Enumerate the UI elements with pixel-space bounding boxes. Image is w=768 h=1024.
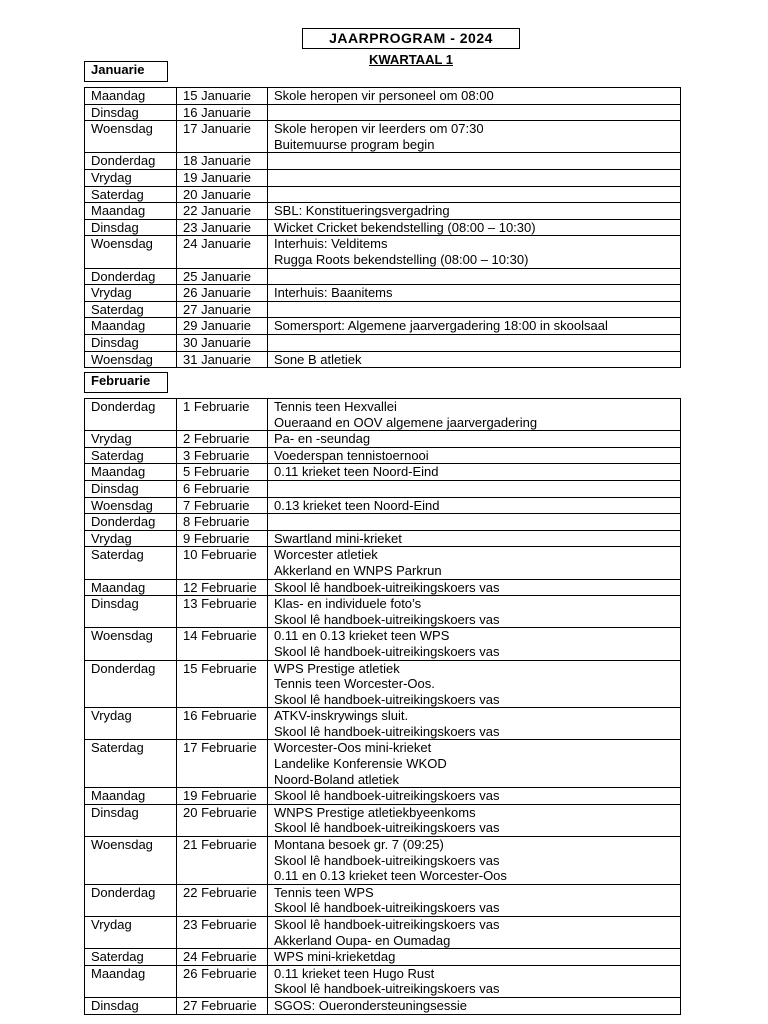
day-cell: Saterdag [85, 186, 177, 203]
date-cell: 3 Februarie [177, 447, 268, 464]
day-cell: Woensdag [85, 837, 177, 885]
table-row [85, 431, 681, 448]
event-text: WNPS Prestige atletiekbyeenkoms [274, 804, 476, 820]
calendar-table-januarie [84, 87, 681, 368]
events-cell [268, 547, 681, 579]
calendar-table-februarie [84, 398, 681, 1015]
event-text: SBL: Konstitueringsvergadring [274, 203, 450, 219]
events-cell [268, 153, 681, 170]
day-cell: Vrydag [85, 708, 177, 740]
day-cell: Donderdag [85, 153, 177, 170]
table-row [85, 186, 681, 203]
day-cell: Maandag [85, 203, 177, 220]
table-row [85, 169, 681, 186]
table-row [85, 837, 681, 885]
event-text: Sone B atletiek [274, 351, 362, 367]
day-cell: Maandag [85, 965, 177, 997]
day-cell: Vrydag [85, 530, 177, 547]
day-cell: Maandag [85, 788, 177, 805]
date-cell: 10 Februarie [177, 547, 268, 579]
events-cell [268, 203, 681, 220]
event-text: Pa- en -seundag [274, 431, 371, 447]
event-text: Skool lê handboek-uitreikingskoers vas [274, 917, 500, 932]
events-cell [268, 318, 681, 335]
date-cell: 27 Januarie [177, 301, 268, 318]
event-text: Skool lê handboek-uitreikingskoers vas [274, 852, 500, 868]
table-row [85, 804, 681, 836]
date-cell: 18 Januarie [177, 153, 268, 170]
events-cell [268, 804, 681, 836]
table-row [85, 596, 681, 628]
table-row [85, 399, 681, 431]
day-cell: Dinsdag [85, 480, 177, 497]
events-cell [268, 949, 681, 966]
date-cell: 2 Februarie [177, 431, 268, 448]
day-cell: Saterdag [85, 301, 177, 318]
event-text: Skole heropen vir leerders om 07:30 [274, 121, 484, 137]
events-cell [268, 514, 681, 531]
events-cell [268, 740, 681, 788]
table-row [85, 497, 681, 514]
day-cell: Woensdag [85, 351, 177, 368]
events-cell [268, 480, 681, 497]
date-cell: 24 Februarie [177, 949, 268, 966]
table-row [85, 268, 681, 285]
events-cell [268, 965, 681, 997]
event-text: Skool lê handboek-uitreikingskoers vas [274, 723, 500, 739]
date-cell: 12 Februarie [177, 579, 268, 596]
day-cell: Dinsdag [85, 596, 177, 628]
table-row [85, 104, 681, 121]
date-cell: 27 Februarie [177, 997, 268, 1014]
event-text: WPS mini-krieketdag [274, 949, 396, 965]
day-cell: Saterdag [85, 740, 177, 788]
day-cell: Maandag [85, 318, 177, 335]
day-cell: Woensdag [85, 628, 177, 660]
event-text: Buitemuurse program begin [274, 136, 435, 152]
date-cell: 24 Januarie [177, 236, 268, 268]
event-text: Montana besoek gr. 7 (09:25) [274, 837, 444, 853]
table-row [85, 88, 681, 105]
table-row [85, 153, 681, 170]
day-cell: Vrydag [85, 917, 177, 949]
table-row [85, 351, 681, 368]
table-row [85, 628, 681, 660]
table-row [85, 285, 681, 302]
table-row [85, 547, 681, 579]
events-cell [268, 628, 681, 660]
event-text: Noord-Boland atletiek [274, 771, 400, 787]
date-cell: 6 Februarie [177, 480, 268, 497]
event-text: SGOS: Ouerondersteuningsessie [274, 997, 467, 1013]
event-text: Tennis teen Worcester-Oos. [274, 676, 435, 692]
date-cell: 15 Februarie [177, 660, 268, 708]
event-text: Skool lê handboek-uitreikingskoers vas [274, 579, 500, 595]
date-cell: 19 Februarie [177, 788, 268, 805]
event-text: 0.11 krieket teen Hugo Rust [274, 965, 435, 981]
events-cell [268, 236, 681, 268]
event-text: 0.11 en 0.13 krieket teen Worcester-Oos [274, 868, 507, 884]
events-cell [268, 997, 681, 1014]
event-text: 0.11 en 0.13 krieket teen WPS [274, 628, 450, 644]
date-cell: 9 Februarie [177, 530, 268, 547]
table-row [85, 514, 681, 531]
day-cell: Donderdag [85, 884, 177, 916]
table-row [85, 480, 681, 497]
event-text: Rugga Roots bekendstelling (08:00 – 10:30) [274, 251, 529, 267]
date-cell: 1 Februarie [177, 399, 268, 431]
events-cell [268, 596, 681, 628]
day-cell: Woensdag [85, 497, 177, 514]
table-row [85, 301, 681, 318]
date-cell: 31 Januarie [177, 351, 268, 368]
document-title: JAARPROGRAM - 2024 [302, 28, 520, 49]
event-text: 0.11 krieket teen Noord-Eind [274, 464, 439, 480]
document-subtitle: KWARTAAL 1 [368, 52, 454, 67]
events-cell [268, 351, 681, 368]
events-cell [268, 169, 681, 186]
day-cell: Donderdag [85, 268, 177, 285]
table-row [85, 708, 681, 740]
events-cell [268, 579, 681, 596]
table-row [85, 447, 681, 464]
date-cell: 26 Februarie [177, 965, 268, 997]
event-text: Voederspan tennistoernooi [274, 447, 429, 463]
date-cell: 23 Februarie [177, 917, 268, 949]
table-row [85, 318, 681, 335]
events-cell [268, 497, 681, 514]
date-cell: 19 Januarie [177, 169, 268, 186]
date-cell: 25 Januarie [177, 268, 268, 285]
events-cell [268, 464, 681, 481]
events-cell [268, 121, 681, 153]
month-heading-februarie: Februarie [84, 372, 168, 393]
events-cell [268, 431, 681, 448]
day-cell: Saterdag [85, 447, 177, 464]
day-cell: Dinsdag [85, 104, 177, 121]
events-cell [268, 334, 681, 351]
table-row [85, 965, 681, 997]
events-cell [268, 268, 681, 285]
day-cell: Donderdag [85, 660, 177, 708]
event-text: Skool lê handboek-uitreikingskoers vas [274, 643, 500, 659]
events-cell [268, 219, 681, 236]
event-text: Akkerland en WNPS Parkrun [274, 562, 442, 578]
date-cell: 13 Februarie [177, 596, 268, 628]
day-cell: Dinsdag [85, 334, 177, 351]
event-text: Skool lê handboek-uitreikingskoers vas [274, 820, 500, 836]
events-cell [268, 88, 681, 105]
events-cell [268, 660, 681, 708]
event-text: Landelike Konferensie WKOD [274, 756, 447, 772]
events-cell [268, 884, 681, 916]
events-cell [268, 447, 681, 464]
date-cell: 17 Februarie [177, 740, 268, 788]
date-cell: 8 Februarie [177, 514, 268, 531]
day-cell: Saterdag [85, 547, 177, 579]
date-cell: 21 Februarie [177, 837, 268, 885]
date-cell: 22 Januarie [177, 203, 268, 220]
event-text: Akkerland Oupa- en Oumadag [274, 932, 451, 948]
event-text: WPS Prestige atletiek [274, 660, 400, 676]
table-row [85, 740, 681, 788]
event-text: Klas- en individuele foto’s [274, 596, 422, 612]
day-cell: Dinsdag [85, 804, 177, 836]
events-cell [268, 708, 681, 740]
table-row [85, 203, 681, 220]
day-cell: Dinsdag [85, 997, 177, 1014]
table-row [85, 788, 681, 805]
table-row [85, 121, 681, 153]
event-text: Tennis teen Hexvallei [274, 399, 397, 414]
table-row [85, 464, 681, 481]
day-cell: Woensdag [85, 121, 177, 153]
date-cell: 23 Januarie [177, 219, 268, 236]
table-row [85, 579, 681, 596]
event-text: Skool lê handboek-uitreikingskoers vas [274, 788, 500, 804]
events-cell [268, 530, 681, 547]
event-text: Skole heropen vir personeel om 08:00 [274, 88, 494, 103]
table-row [85, 530, 681, 547]
event-text: Skool lê handboek-uitreikingskoers vas [274, 900, 500, 916]
event-text: Swartland mini-krieket [274, 530, 402, 546]
events-cell [268, 285, 681, 302]
date-cell: 20 Januarie [177, 186, 268, 203]
date-cell: 15 Januarie [177, 88, 268, 105]
month-heading-januarie: Januarie [84, 61, 168, 82]
day-cell: Saterdag [85, 949, 177, 966]
day-cell: Dinsdag [85, 219, 177, 236]
events-cell [268, 788, 681, 805]
date-cell: 17 Januarie [177, 121, 268, 153]
event-text: Interhuis: Velditems [274, 236, 388, 252]
table-row [85, 949, 681, 966]
event-text: Skool lê handboek-uitreikingskoers vas [274, 981, 500, 997]
events-cell [268, 186, 681, 203]
events-cell [268, 917, 681, 949]
event-text: Skool lê handboek-uitreikingskoers vas [274, 691, 500, 707]
events-cell [268, 301, 681, 318]
table-row [85, 997, 681, 1014]
date-cell: 16 Februarie [177, 708, 268, 740]
table-row [85, 334, 681, 351]
events-cell [268, 837, 681, 885]
date-cell: 20 Februarie [177, 804, 268, 836]
day-cell: Maandag [85, 88, 177, 105]
event-text: Somersport: Algemene jaarvergadering 18:00 in skoolsaal [274, 318, 608, 334]
table-row [85, 917, 681, 949]
event-text: Skool lê handboek-uitreikingskoers vas [274, 611, 500, 627]
day-cell: Vrydag [85, 169, 177, 186]
day-cell: Vrydag [85, 285, 177, 302]
date-cell: 7 Februarie [177, 497, 268, 514]
date-cell: 22 Februarie [177, 884, 268, 916]
table-row [85, 219, 681, 236]
event-text: Worcester atletiek [274, 547, 378, 563]
event-text: Oueraand en OOV algemene jaarvergadering [274, 414, 538, 430]
event-text: Tennis teen WPS [274, 884, 374, 900]
event-text: 0.13 krieket teen Noord-Eind [274, 497, 440, 513]
day-cell: Donderdag [85, 399, 177, 431]
date-cell: 5 Februarie [177, 464, 268, 481]
table-row [85, 884, 681, 916]
day-cell: Woensdag [85, 236, 177, 268]
table-row [85, 236, 681, 268]
event-text: Wicket Cricket bekendstelling (08:00 – 10:30) [274, 219, 536, 235]
date-cell: 30 Januarie [177, 334, 268, 351]
event-text: ATKV-inskrywings sluit. [274, 708, 409, 724]
date-cell: 16 Januarie [177, 104, 268, 121]
day-cell: Maandag [85, 579, 177, 596]
day-cell: Donderdag [85, 514, 177, 531]
event-text: Worcester-Oos mini-krieket [274, 740, 432, 756]
day-cell: Vrydag [85, 431, 177, 448]
table-row [85, 660, 681, 708]
date-cell: 14 Februarie [177, 628, 268, 660]
events-cell [268, 399, 681, 431]
day-cell: Maandag [85, 464, 177, 481]
date-cell: 26 Januarie [177, 285, 268, 302]
date-cell: 29 Januarie [177, 318, 268, 335]
events-cell [268, 104, 681, 121]
event-text: Interhuis: Baanitems [274, 285, 393, 301]
